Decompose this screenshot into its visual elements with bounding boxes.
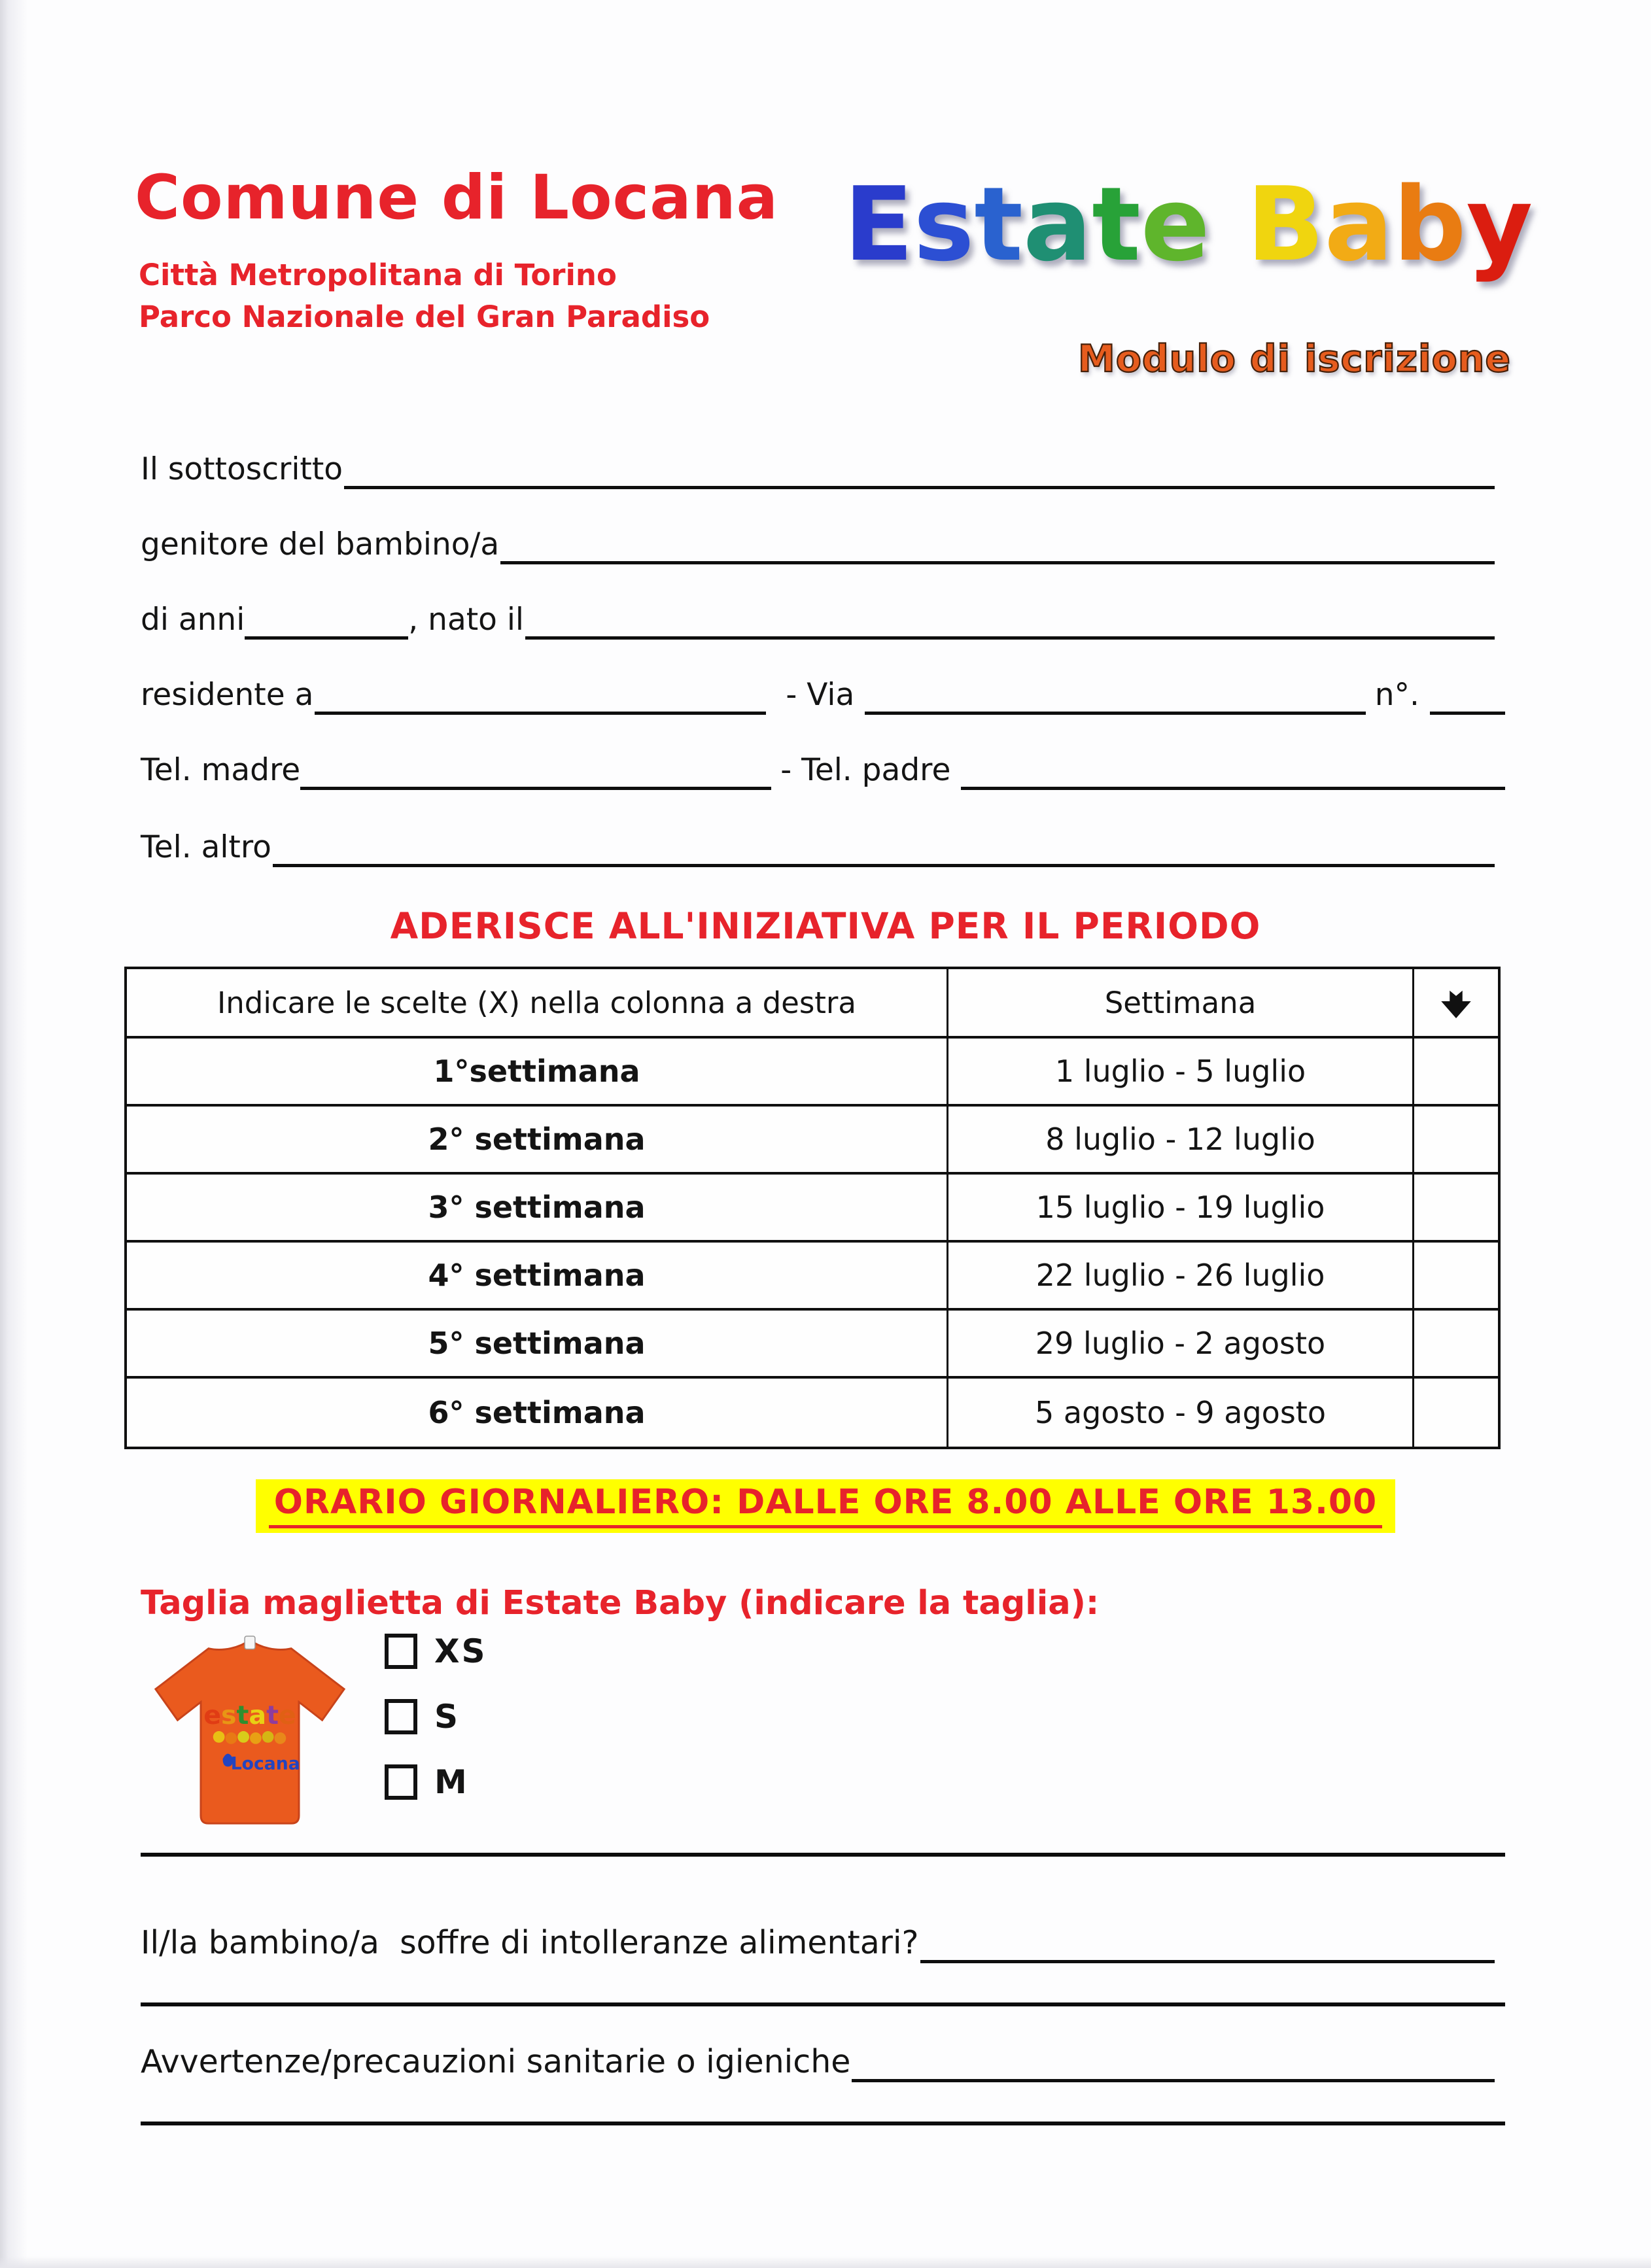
logo-letter: E xyxy=(844,165,914,284)
question-intolleranze-label: Il/la bambino/a soffre di intolleranze alimentari? xyxy=(141,1924,919,1961)
estate-baby-logo xyxy=(844,165,1533,284)
logo-letter: a xyxy=(1023,165,1092,284)
field-label-sottoscritto: Il sottoscritto xyxy=(141,451,343,487)
logo-letter: b xyxy=(1393,165,1467,284)
size-option-m xyxy=(385,1764,487,1800)
tel-padre-blank[interactable] xyxy=(961,751,1505,790)
divider-line-1 xyxy=(141,1853,1505,1857)
week-2-label: 2° settimana xyxy=(127,1107,948,1175)
field-label-genitore: genitore del bambino/a xyxy=(141,526,500,562)
week-3-dates: 15 luglio - 19 luglio xyxy=(948,1175,1414,1243)
week-1-dates: 1 luglio - 5 luglio xyxy=(948,1039,1414,1107)
subtitle-metropolitan-city: Città Metropolitana di Torino xyxy=(139,258,617,292)
tshirt-collar-tag xyxy=(245,1636,255,1649)
period-section-title: ADERISCE ALL'INIZIATIVA PER IL PERIODO xyxy=(390,905,1261,947)
week-2-choice-cell[interactable] xyxy=(1414,1107,1498,1175)
form-title: Modulo di iscrizione xyxy=(1077,337,1511,381)
size-option-s xyxy=(385,1699,487,1734)
field-label-anni: di anni xyxy=(141,602,245,638)
table-header-instructions: Indicare le scelte (X) nella colonna a destra xyxy=(127,969,948,1039)
tshirt-body xyxy=(156,1640,344,1823)
tel-madre-blank[interactable] xyxy=(300,751,771,790)
tel-altro-blank[interactable] xyxy=(273,828,1495,867)
avvertenze-blank[interactable] xyxy=(852,2043,1495,2082)
week-1-choice-cell[interactable] xyxy=(1414,1039,1498,1107)
intolleranze-blank[interactable] xyxy=(920,1924,1495,1963)
week-5-dates: 29 luglio - 2 agosto xyxy=(948,1311,1414,1379)
tshirt-print-estate: estate xyxy=(203,1700,296,1731)
form-row-telefoni xyxy=(141,751,1505,790)
scan-edge-left xyxy=(0,0,27,2268)
logo-letter: s xyxy=(913,165,975,284)
residente-blank[interactable] xyxy=(315,676,766,715)
week-3-choice-cell[interactable] xyxy=(1414,1175,1498,1243)
size-m-checkbox[interactable] xyxy=(385,1764,417,1800)
scan-edge-bottom xyxy=(0,2256,1651,2268)
field-label-tel-altro: Tel. altro xyxy=(141,829,271,865)
field-label-via: - Via xyxy=(786,677,855,713)
field-label-numero-civico: n°. xyxy=(1374,677,1419,713)
numero-civico-blank[interactable] xyxy=(1430,676,1505,715)
tshirt-size-options xyxy=(385,1634,487,1800)
subtitle-national-park: Parco Nazionale del Gran Paradiso xyxy=(139,300,710,334)
week-6-label: 6° settimana xyxy=(127,1379,948,1447)
field-label-nato-il: , nato il xyxy=(408,602,524,638)
size-xs-label: XS xyxy=(434,1632,487,1670)
logo-letter: t xyxy=(1092,165,1141,284)
form-row-residenza xyxy=(141,676,1505,715)
logo-letter: t xyxy=(974,165,1024,284)
field-label-residente: residente a xyxy=(141,677,314,713)
down-arrow-icon xyxy=(1439,982,1473,1023)
tshirt-size-label: Taglia maglietta di Estate Baby (indicare la taglia): xyxy=(141,1584,1100,1623)
logo-letter: e xyxy=(1140,165,1210,284)
form-row-sottoscritto xyxy=(141,450,1505,489)
question-row-intolleranze xyxy=(141,1924,1505,1963)
logo-letter: a xyxy=(1324,165,1393,284)
question-avvertenze-label: Avvertenze/precauzioni sanitarie o igieniche xyxy=(141,2043,851,2080)
size-xs-checkbox[interactable] xyxy=(385,1634,417,1669)
logo-letter: B xyxy=(1246,165,1325,284)
field-label-tel-madre: Tel. madre xyxy=(141,752,301,788)
week-2-dates: 8 luglio - 12 luglio xyxy=(948,1107,1414,1175)
form-row-genitore xyxy=(141,525,1505,564)
week-6-choice-cell[interactable] xyxy=(1414,1379,1498,1447)
divider-line-2 xyxy=(141,2002,1505,2006)
nato-il-blank[interactable] xyxy=(525,600,1495,640)
week-4-choice-cell[interactable] xyxy=(1414,1243,1498,1311)
form-row-tel-altro xyxy=(141,828,1505,867)
week-5-label: 5° settimana xyxy=(127,1311,948,1379)
tshirt-image xyxy=(145,1632,355,1832)
table-header-settimana: Settimana xyxy=(948,969,1414,1039)
question-row-avvertenze xyxy=(141,2043,1505,2082)
field-label-tel-padre: - Tel. padre xyxy=(780,752,951,788)
week-3-label: 3° settimana xyxy=(127,1175,948,1243)
size-s-label: S xyxy=(434,1698,461,1736)
week-4-label: 4° settimana xyxy=(127,1243,948,1311)
week-6-dates: 5 agosto - 9 agosto xyxy=(948,1379,1414,1447)
sottoscritto-blank[interactable] xyxy=(344,450,1495,489)
week-4-dates: 22 luglio - 26 luglio xyxy=(948,1243,1414,1311)
daily-schedule-text: ORARIO GIORNALIERO: DALLE ORE 8.00 ALLE ORE 13.00 xyxy=(269,1484,1382,1528)
week-5-choice-cell[interactable] xyxy=(1414,1311,1498,1379)
page-title: Comune di Locana xyxy=(135,162,779,233)
divider-line-3 xyxy=(141,2122,1505,2125)
size-s-checkbox[interactable] xyxy=(385,1699,417,1734)
daily-schedule-banner xyxy=(256,1479,1395,1533)
tshirt-print-locana: Locana xyxy=(230,1753,300,1774)
weeks-table xyxy=(124,967,1501,1449)
size-option-xs xyxy=(385,1634,487,1669)
week-1-label: 1°settimana xyxy=(127,1039,948,1107)
via-blank[interactable] xyxy=(865,676,1366,715)
genitore-blank[interactable] xyxy=(500,525,1495,564)
logo-letter: y xyxy=(1466,165,1533,284)
form-row-anni-nato xyxy=(141,600,1505,640)
anni-blank[interactable] xyxy=(245,600,408,640)
size-m-label: M xyxy=(434,1763,469,1801)
table-header-choice xyxy=(1414,969,1498,1039)
